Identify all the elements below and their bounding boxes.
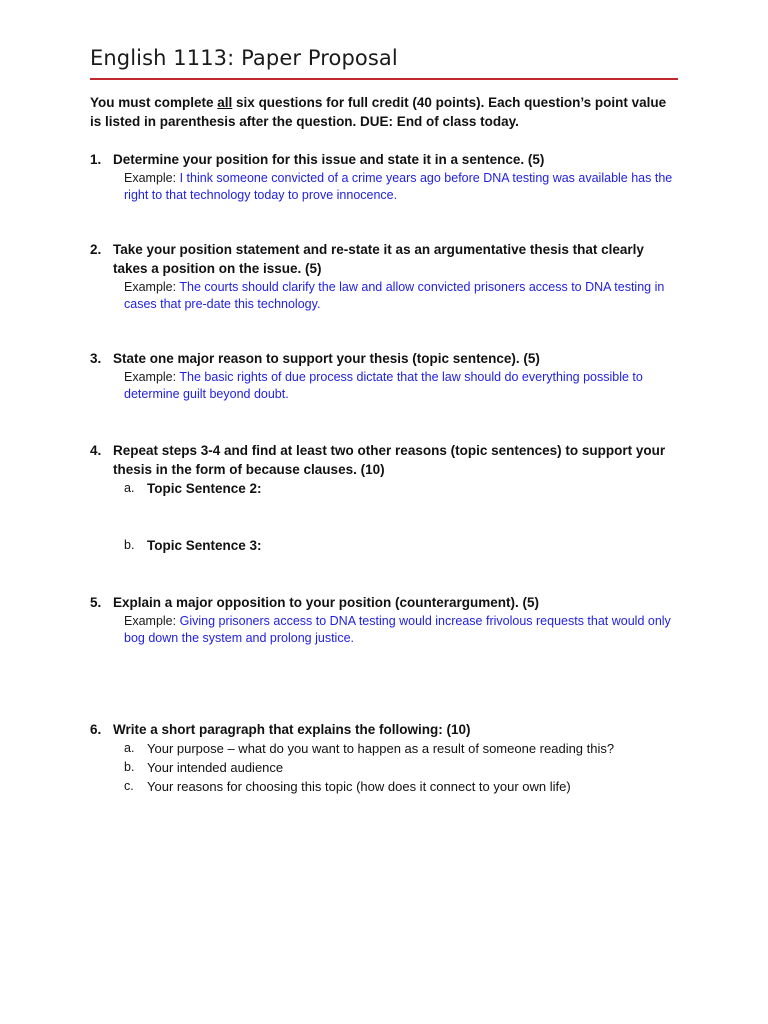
subitem-text: Your purpose – what do you want to happen as a result of someone reading this? bbox=[147, 741, 615, 756]
question-6-text: Write a short paragraph that explains the following: (10) bbox=[113, 722, 471, 737]
question-2-number: 2. bbox=[90, 242, 102, 257]
example-text: Giving prisoners access to DNA testing would increase frivolous requests that would only bog down the system and prolong justice. bbox=[124, 614, 671, 645]
question-2-example bbox=[124, 279, 680, 313]
title-divider bbox=[90, 78, 678, 80]
question-6-subitem-b bbox=[124, 758, 680, 777]
question-2-text: Take your position statement and re-state it as an argumentative thesis that clearly takes a position on the issue. (5) bbox=[113, 242, 644, 276]
example-text: I think someone convicted of a crime years ago before DNA testing was available has the right to that technology today to prove innocence. bbox=[124, 171, 673, 202]
question-1-example bbox=[124, 170, 680, 204]
subitem-letter: c. bbox=[124, 779, 134, 793]
subitem-text: Topic Sentence 3: bbox=[147, 538, 262, 553]
subitem-letter: b. bbox=[124, 538, 135, 552]
question-6-subitem-a bbox=[124, 739, 680, 758]
question-5-example bbox=[124, 613, 680, 647]
subitem-letter: a. bbox=[124, 741, 135, 755]
question-6-heading bbox=[90, 720, 680, 739]
subitem-text: Topic Sentence 2: bbox=[147, 481, 262, 496]
question-3 bbox=[90, 349, 680, 403]
question-1-heading bbox=[90, 150, 680, 169]
instructions-paragraph bbox=[90, 93, 680, 131]
question-4-subitem-b bbox=[124, 536, 680, 555]
question-3-heading bbox=[90, 349, 680, 368]
subitem-letter: b. bbox=[124, 760, 135, 774]
question-3-number: 3. bbox=[90, 351, 102, 366]
question-5-text: Explain a major opposition to your position (counterargument). (5) bbox=[113, 595, 540, 610]
instructions-emphasis: all bbox=[217, 95, 233, 110]
question-4-heading bbox=[90, 441, 680, 479]
question-5 bbox=[90, 593, 680, 647]
instructions-part-1: You must complete bbox=[90, 95, 218, 110]
example-label: Example: bbox=[124, 370, 180, 384]
question-6-subitem-c bbox=[124, 777, 680, 796]
question-4-subitem-a bbox=[124, 479, 680, 498]
question-6 bbox=[90, 720, 680, 796]
example-label: Example: bbox=[124, 280, 180, 294]
instructions-part-2: six questions for full credit (40 points). Each question’s point value is listed in parenthesis after the question. DUE: End of class today. bbox=[90, 95, 667, 129]
question-5-heading bbox=[90, 593, 680, 612]
question-4-number: 4. bbox=[90, 443, 102, 458]
question-4 bbox=[90, 441, 680, 555]
question-2-heading bbox=[90, 240, 680, 278]
question-4-text: Repeat steps 3-4 and find at least two other reasons (topic sentences) to support your thesis in the form of because clauses. (10) bbox=[113, 443, 666, 477]
example-text: The basic rights of due process dictate that the law should do everything possible to determine guilt beyond doubt. bbox=[124, 370, 643, 401]
question-1-number: 1. bbox=[90, 152, 102, 167]
question-1-text: Determine your position for this issue and state it in a sentence. (5) bbox=[113, 152, 545, 167]
example-text: The courts should clarify the law and allow convicted prisoners access to DNA testing in cases that pre-date this technology. bbox=[124, 280, 665, 311]
question-6-number: 6. bbox=[90, 722, 102, 737]
question-1 bbox=[90, 150, 680, 204]
subitem-letter: a. bbox=[124, 481, 135, 495]
question-3-text: State one major reason to support your thesis (topic sentence). (5) bbox=[113, 351, 540, 366]
example-label: Example: bbox=[124, 171, 180, 185]
subitem-text: Your intended audience bbox=[147, 760, 284, 775]
document-title: English 1113: Paper Proposal bbox=[90, 46, 398, 70]
example-label: Example: bbox=[124, 614, 180, 628]
subitem-text: Your reasons for choosing this topic (how does it connect to your own life) bbox=[147, 779, 571, 794]
question-2 bbox=[90, 240, 680, 313]
question-3-example bbox=[124, 369, 680, 403]
question-5-number: 5. bbox=[90, 595, 102, 610]
